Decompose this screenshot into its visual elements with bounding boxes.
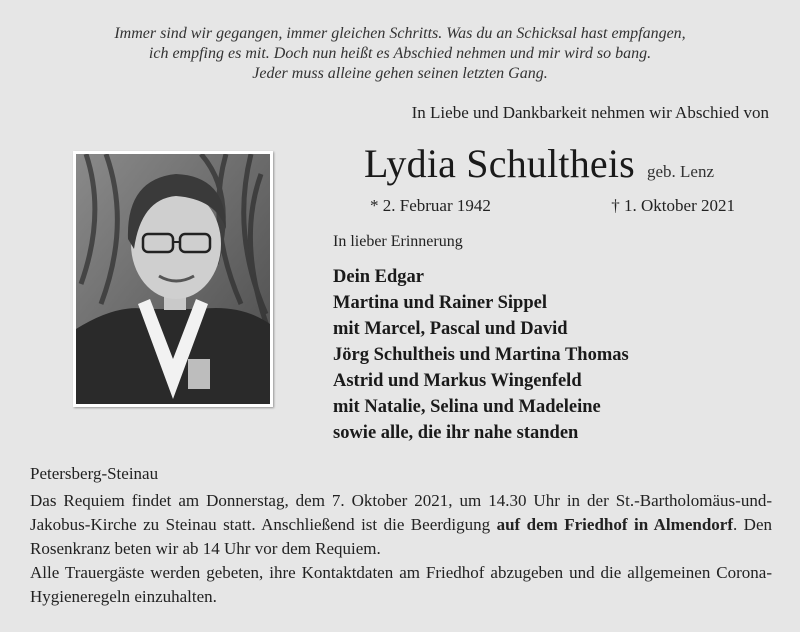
mourners-list <box>333 264 629 446</box>
service-paragraph <box>30 489 772 561</box>
mourner-line: Astrid und Markus Wingenfeld <box>333 371 582 391</box>
poem-line: Immer sind wir gegangen, immer gleichen Schritts. Was du an Schicksal hast empfangen, <box>114 25 686 42</box>
service-text-end: . Den Rosenkranz beten wir ab 14 Uhr vor dem Requiem. <box>30 515 773 558</box>
poem-line: Jeder muss alleine gehen seinen letzten Gang. <box>252 65 548 82</box>
portrait-photo <box>73 151 273 407</box>
place-name: Petersberg-Steinau <box>30 464 159 483</box>
mourner-line: Dein Edgar <box>333 267 424 287</box>
hygiene-notice: Alle Trauergäste werden gebeten, ihre Kontaktdaten am Friedhof abzugeben und die allgemeinen Corona-Hygieneregeln einzuhalten. <box>30 563 772 606</box>
poem <box>20 24 780 84</box>
mourner-line: sowie alle, die ihr nahe standen <box>333 423 579 443</box>
intro-line: In Liebe und Dankbarkeit nehmen wir Abschied von <box>411 103 769 122</box>
mourner-line: Jörg Schultheis und Martina Thomas <box>333 345 629 365</box>
mourner-line: mit Natalie, Selina und Madeleine <box>333 397 601 417</box>
cemetery-location: auf dem Friedhof in Almendorf <box>496 515 733 534</box>
remembrance-line: In lieber Erinnerung <box>333 233 463 250</box>
mourner-line: Martina und Rainer Sippel <box>333 293 547 313</box>
birth-date: * 2. Februar 1942 <box>370 196 491 215</box>
mourner-line: mit Marcel, Pascal und David <box>333 319 568 339</box>
deceased-name: Lydia Schultheis <box>364 141 635 186</box>
deceased-name-row <box>364 140 714 187</box>
service-text: Das Requiem findet am Donnerstag, dem 7. Oktober 2021, um 14.30 Uhr in der St.-Bartholomäus-und-Jakobus-Kirche zu Steinau statt. Anschließend ist die Beerdigung <box>30 491 772 534</box>
maiden-name: geb. Lenz <box>646 162 714 181</box>
service-info <box>30 489 772 609</box>
poem-line: ich empfing es mit. Doch nun heißt es Abschied nehmen und mir wird so bang. <box>148 45 652 62</box>
death-date: † 1. Oktober 2021 <box>611 196 735 215</box>
